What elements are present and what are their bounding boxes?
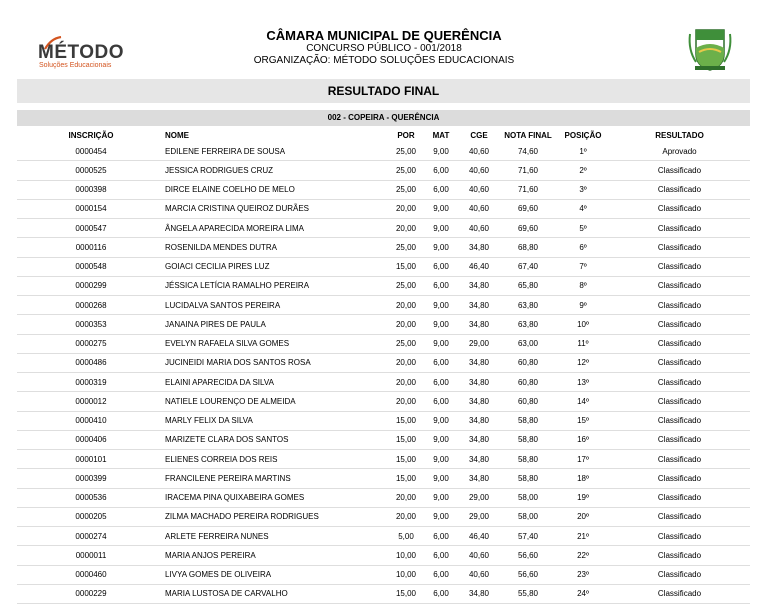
cell-inscricao: 0000548 [75,262,107,272]
table-row [17,276,750,295]
cell-nome: LUCIDALVA SANTOS PEREIRA [165,300,281,310]
cell-mat: 6,00 [433,165,449,175]
cell-resultado: Classificado [657,223,702,233]
cell-cge: 34,80 [468,416,490,426]
logo-tagline: Soluções Educacionais [39,62,112,69]
cell-por: 20,00 [395,396,417,406]
document-header [0,0,768,76]
cell-nota-final: 60,80 [517,377,539,387]
cell-posicao: 6º [579,242,587,252]
table-row [17,161,750,180]
cell-inscricao: 0000101 [75,454,107,464]
cell-cge: 40,60 [468,204,490,214]
cell-nome: LIVYA GOMES DE OLIVEIRA [165,570,272,580]
cell-resultado: Classificado [657,339,702,349]
cell-por: 25,00 [395,242,417,252]
table-row [17,527,750,546]
cell-nota-final: 58,80 [517,435,539,445]
cell-por: 20,00 [395,358,417,368]
cell-inscricao: 0000536 [75,493,107,503]
cell-mat: 9,00 [433,435,449,445]
cell-posicao: 22º [577,550,589,560]
col-header-nota-final: NOTA FINAL [504,130,552,140]
table-row [17,411,750,430]
col-header-resultado: RESULTADO [655,130,704,140]
cell-inscricao: 0000406 [75,435,107,445]
cell-cge: 34,80 [468,300,490,310]
table-row [17,199,750,218]
cell-por: 15,00 [395,454,417,464]
cell-por: 25,00 [395,165,417,175]
cell-nota-final: 60,80 [517,396,539,406]
cell-inscricao: 0000486 [75,358,107,368]
cell-mat: 9,00 [433,204,449,214]
cell-nome: EVELYN RAFAELA SILVA GOMES [165,339,290,349]
cell-inscricao: 0000229 [75,589,107,599]
cell-resultado: Classificado [657,531,702,541]
cell-resultado: Classificado [657,358,702,368]
cell-mat: 6,00 [433,262,449,272]
cell-posicao: 17º [577,454,589,464]
cell-inscricao: 0000353 [75,319,107,329]
cell-mat: 6,00 [433,589,449,599]
cell-posicao: 4º [579,204,587,214]
cell-mat: 9,00 [433,223,449,233]
cell-cge: 34,80 [468,242,490,252]
cell-resultado: Classificado [657,493,702,503]
cell-nome: EDILENE FERREIRA DE SOUSA [165,146,286,156]
cell-inscricao: 0000454 [75,146,107,156]
cell-mat: 9,00 [433,416,449,426]
cell-cge: 40,60 [468,146,490,156]
cell-inscricao: 0000547 [75,223,107,233]
cell-cge: 40,60 [468,550,490,560]
cell-inscricao: 0000460 [75,570,107,580]
cell-nome: DIRCE ELAINE COELHO DE MELO [165,185,295,195]
header-title-block [150,28,618,67]
cell-posicao: 15º [577,416,589,426]
cell-por: 10,00 [395,550,417,560]
cell-nota-final: 58,80 [517,473,539,483]
cell-cge: 34,80 [468,473,490,483]
cell-nota-final: 56,60 [517,570,539,580]
cell-por: 20,00 [395,204,417,214]
table-row [17,392,750,411]
cell-cge: 40,60 [468,570,490,580]
cell-resultado: Classificado [657,416,702,426]
cell-nota-final: 69,60 [517,223,539,233]
cell-nome: JUCINEIDI MARIA DOS SANTOS ROSA [165,358,311,368]
table-row [17,353,750,372]
cell-inscricao: 0000154 [75,204,107,214]
cell-nome: MARIA ANJOS PEREIRA [165,550,256,560]
cell-resultado: Classificado [657,262,702,272]
result-title: RESULTADO FINAL [17,79,750,103]
cell-inscricao: 0000205 [75,512,107,522]
cell-cge: 29,00 [468,339,490,349]
cell-por: 5,00 [398,531,414,541]
cell-resultado: Classificado [657,454,702,464]
cell-posicao: 18º [577,473,589,483]
cell-nota-final: 74,60 [517,146,539,156]
cell-nota-final: 63,80 [517,319,539,329]
cell-nota-final: 58,00 [517,493,539,503]
cell-nome: ZILMA MACHADO PEREIRA RODRIGUES [165,512,319,522]
table-row [17,469,750,488]
organization-line: ORGANIZAÇÃO: MÉTODO SOLUÇÕES EDUCACIONAIS [253,55,515,66]
cell-resultado: Classificado [657,377,702,387]
cell-posicao: 5º [579,223,587,233]
cell-cge: 34,80 [468,358,490,368]
cell-mat: 9,00 [433,493,449,503]
cell-por: 25,00 [395,185,417,195]
table-row [17,142,750,161]
cell-nota-final: 58,80 [517,416,539,426]
cell-nome: ROSENILDA MENDES DUTRA [165,242,278,252]
table-row [17,546,750,565]
metodo-logo [38,38,128,70]
cell-mat: 6,00 [433,377,449,387]
table-row [17,219,750,238]
cell-nota-final: 63,00 [517,339,539,349]
col-header-mat: MAT [432,130,450,140]
cell-por: 25,00 [395,281,417,291]
cell-por: 15,00 [395,589,417,599]
cell-mat: 6,00 [433,550,449,560]
cell-por: 25,00 [395,146,417,156]
cell-resultado: Classificado [657,473,702,483]
cell-mat: 9,00 [433,512,449,522]
cell-mat: 9,00 [433,473,449,483]
cell-nota-final: 57,40 [517,531,539,541]
cell-nota-final: 63,80 [517,300,539,310]
cell-inscricao: 0000398 [75,185,107,195]
cell-posicao: 2º [579,165,587,175]
section-title: 002 - COPEIRA - QUERÊNCIA [17,110,750,126]
cell-cge: 40,60 [468,165,490,175]
cell-resultado: Classificado [657,281,702,291]
cell-posicao: 10º [577,319,589,329]
cell-nota-final: 60,80 [517,358,539,368]
cell-resultado: Classificado [657,319,702,329]
col-header-posicao: POSIÇÃO [564,130,602,140]
cell-posicao: 11º [577,339,589,349]
cell-resultado: Classificado [657,300,702,310]
cell-inscricao: 0000525 [75,165,107,175]
col-header-inscricao: INSCRIÇÃO [68,130,114,140]
cell-resultado: Classificado [657,512,702,522]
cell-cge: 34,80 [468,589,490,599]
cell-por: 20,00 [395,377,417,387]
table-row [17,180,750,199]
cell-mat: 6,00 [433,531,449,541]
results-table [17,128,750,604]
cell-mat: 6,00 [433,570,449,580]
cell-nome: MARIZETE CLARA DOS SANTOS [165,435,289,445]
cell-cge: 40,60 [468,185,490,195]
cell-por: 25,00 [395,339,417,349]
cell-nome: MARLY FELIX DA SILVA [165,416,253,426]
cell-resultado: Aprovado [662,146,697,156]
table-row [17,507,750,526]
cell-inscricao: 0000275 [75,339,107,349]
cell-posicao: 3º [579,185,587,195]
col-header-cge: CGE [470,130,488,140]
cell-cge: 34,80 [468,281,490,291]
cell-mat: 9,00 [433,339,449,349]
cell-nome: ELAINI APARECIDA DA SILVA [165,377,274,387]
cell-nota-final: 55,80 [517,589,539,599]
cell-por: 10,00 [395,570,417,580]
cell-resultado: Classificado [657,242,702,252]
cell-resultado: Classificado [657,435,702,445]
cell-cge: 34,80 [468,319,490,329]
cell-mat: 6,00 [433,358,449,368]
cell-nome: ÂNGELA APARECIDA MOREIRA LIMA [165,223,305,233]
results-table-body [17,142,750,604]
table-row [17,373,750,392]
cell-cge: 34,80 [468,377,490,387]
cell-nota-final: 58,80 [517,454,539,464]
cell-mat: 9,00 [433,242,449,252]
cell-resultado: Classificado [657,550,702,560]
cell-cge: 40,60 [468,223,490,233]
table-row [17,257,750,276]
cell-inscricao: 0000116 [75,242,107,252]
cell-por: 20,00 [395,512,417,522]
col-header-por: POR [397,130,415,140]
cell-cge: 34,80 [468,454,490,464]
cell-nome: JÉSSICA LETÍCIA RAMALHO PEREIRA [165,281,310,291]
cell-nome: JANAINA PIRES DE PAULA [165,319,266,329]
cell-posicao: 14º [577,396,589,406]
cell-posicao: 21º [577,531,589,541]
cell-nome: FRANCILENE PEREIRA MARTINS [165,473,291,483]
cell-mat: 6,00 [433,396,449,406]
cell-por: 20,00 [395,319,417,329]
cell-inscricao: 0000319 [75,377,107,387]
cell-resultado: Classificado [657,396,702,406]
cell-mat: 9,00 [433,300,449,310]
cell-mat: 6,00 [433,185,449,195]
cell-inscricao: 0000274 [75,531,107,541]
cell-cge: 34,80 [468,396,490,406]
cell-cge: 29,00 [468,493,490,503]
cell-por: 20,00 [395,300,417,310]
table-row [17,315,750,334]
cell-nome: ELIENES CORREIA DOS REIS [165,454,278,464]
cell-por: 20,00 [395,223,417,233]
cell-resultado: Classificado [657,570,702,580]
cell-nome: MARCIA CRISTINA QUEIROZ DURÃES [165,204,310,214]
cell-cge: 29,00 [468,512,490,522]
contest-line: CONCURSO PÚBLICO - 001/2018 [306,43,462,54]
cell-inscricao: 0000399 [75,473,107,483]
cell-nota-final: 58,00 [517,512,539,522]
cell-nota-final: 65,80 [517,281,539,291]
cell-nota-final: 69,60 [517,204,539,214]
cell-inscricao: 0000299 [75,281,107,291]
cell-resultado: Classificado [657,204,702,214]
cell-nome: IRACEMA PINA QUIXABEIRA GOMES [165,493,305,503]
cell-nota-final: 71,60 [517,165,539,175]
cell-inscricao: 0000011 [75,550,107,560]
table-row [17,565,750,584]
cell-por: 15,00 [395,262,417,272]
cell-nome: ARLETE FERREIRA NUNES [165,531,269,541]
cell-nota-final: 67,40 [517,262,539,272]
cell-nome: MARIA LUSTOSA DE CARVALHO [165,589,288,599]
cell-resultado: Classificado [657,185,702,195]
cell-posicao: 16º [577,435,589,445]
cell-posicao: 19º [577,493,589,503]
table-row [17,584,750,603]
cell-cge: 46,40 [468,531,490,541]
cell-nome: JESSICA RODRIGUES CRUZ [165,165,274,175]
cell-inscricao: 0000012 [75,396,107,406]
cell-nota-final: 68,80 [517,242,539,252]
table-row [17,334,750,353]
cell-posicao: 7º [579,262,587,272]
table-row [17,430,750,449]
cell-mat: 6,00 [433,281,449,291]
cell-por: 15,00 [395,473,417,483]
cell-inscricao: 0000268 [75,300,107,310]
cell-mat: 9,00 [433,319,449,329]
cell-nome: GOIACI CECILIA PIRES LUZ [165,262,270,272]
table-row [17,238,750,257]
cell-posicao: 13º [577,377,589,387]
municipal-crest-icon [686,26,734,72]
cell-inscricao: 0000410 [75,416,107,426]
cell-posicao: 12º [577,358,589,368]
cell-cge: 34,80 [468,435,490,445]
cell-mat: 9,00 [433,454,449,464]
cell-por: 15,00 [395,416,417,426]
page-title: CÂMARA MUNICIPAL DE QUERÊNCIA [266,28,502,43]
cell-posicao: 20º [577,512,589,522]
cell-resultado: Classificado [657,165,702,175]
cell-nota-final: 56,60 [517,550,539,560]
cell-resultado: Classificado [657,589,702,599]
cell-cge: 46,40 [468,262,490,272]
logo-wordmark: MÉTODO [38,42,125,63]
cell-posicao: 23º [577,570,589,580]
cell-posicao: 8º [579,281,587,291]
col-header-nome: NOME [165,130,189,140]
cell-por: 20,00 [395,493,417,503]
cell-posicao: 24º [577,589,589,599]
table-row [17,488,750,507]
cell-por: 15,00 [395,435,417,445]
cell-nome: NATIELE LOURENÇO DE ALMEIDA [165,396,296,406]
cell-nota-final: 71,60 [517,185,539,195]
cell-posicao: 9º [579,300,587,310]
table-row [17,450,750,469]
table-row [17,296,750,315]
table-header-row [17,128,750,142]
cell-posicao: 1º [579,146,587,156]
cell-mat: 9,00 [433,146,449,156]
